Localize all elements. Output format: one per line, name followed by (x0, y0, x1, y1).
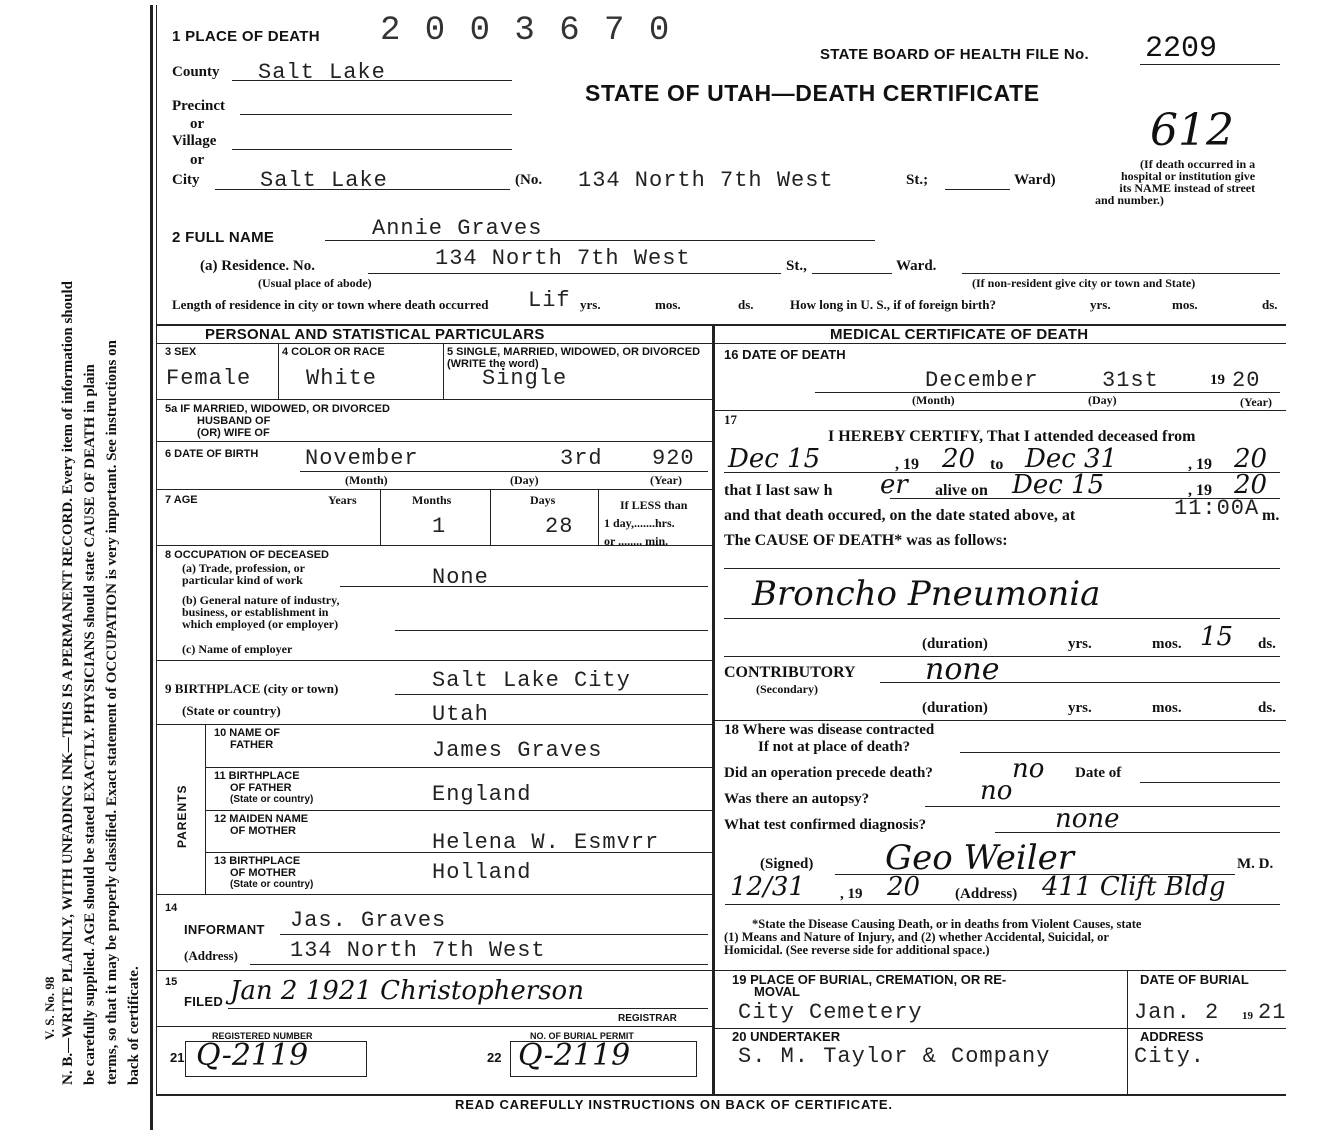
precinct-label: Precinct (172, 98, 226, 114)
death-date-label: 16 DATE OF DEATH (724, 347, 846, 362)
age-days-value: 28 (545, 514, 574, 539)
informant-address-value: 134 North 7th West (290, 938, 546, 963)
informant-number: 14 (165, 902, 178, 914)
us-mos-label: mos. (1172, 297, 1198, 312)
parents-divider (205, 724, 206, 894)
stamp-number: 2 0 0 3 6 7 0 (380, 12, 672, 50)
informant-label: INFORMANT (184, 922, 265, 937)
length-residence-value: Lif (528, 288, 571, 313)
last-saw-her: er (880, 470, 908, 500)
row-line-7 (156, 894, 712, 895)
doctor-address-label: (Address) (955, 886, 1018, 902)
contributory-yrs: yrs. (1068, 700, 1092, 716)
operation-value: no (1012, 754, 1045, 784)
attended-from: Dec 15 (728, 444, 821, 474)
age-div-2 (490, 489, 491, 545)
death-day: 31st (1102, 368, 1159, 393)
physician-signature: Geo Weiler (885, 838, 1074, 878)
signed-date: 12/31 (730, 872, 805, 902)
city-line (215, 189, 510, 190)
row-line-8 (156, 970, 712, 971)
registered-number-label: REGISTERED NUMBER (212, 1031, 313, 1041)
filed-line (228, 1008, 708, 1009)
attended-to-year: 20 (1234, 444, 1268, 474)
ward-label-top: Ward) (1014, 172, 1056, 188)
street-value: 134 North 7th West (578, 168, 834, 193)
cause-duration-yrs: yrs. (1068, 636, 1092, 652)
length-residence-label: Length of residence in city or town where death occurred (172, 297, 489, 312)
death-date-line (815, 392, 1280, 393)
death-year-caption: (Year) (1240, 395, 1272, 409)
or-label-2: or (190, 152, 205, 168)
contracted-label: 18 Where was disease contracted If not at place of death? (724, 722, 935, 755)
secondary-label: (Secondary) (756, 682, 818, 696)
attended-from-prefix: , 19 (895, 456, 919, 473)
alive-on-label: alive on (935, 482, 988, 499)
registrar-label: REGISTRAR (618, 1013, 677, 1024)
file-number-label: STATE BOARD OF HEALTH FILE No. (820, 46, 1089, 63)
burial-permit-prefix: 22 (487, 1050, 502, 1065)
age-months-label: Months (412, 493, 452, 507)
place-of-death-label: 1 PLACE OF DEATH (172, 28, 320, 45)
dob-month-caption: (Month) (345, 473, 388, 487)
row-line-2 (156, 441, 712, 442)
margin-instruction-4: back of certificate. (126, 966, 142, 1085)
footnote: *State the Disease Causing Death, or in deaths from Violent Causes, state (1) Means and Nature of Injury, and (2) whether Accidental, Suicidal, or Homicidal. (See reverse side for additional space.) (724, 917, 1142, 957)
occupation-b-label: (b) General nature of industry, business, or establishment in which employed (or employer) (182, 593, 340, 631)
medical-line-3 (712, 970, 1286, 971)
mother-name-value: Helena W. Esmvrr (432, 830, 660, 855)
attended-from-year: 20 (942, 444, 976, 474)
personal-section-title: PERSONAL AND STATISTICAL PARTICULARS (205, 326, 545, 343)
death-occurred-label: and that death occured, on the date stated above, at (724, 507, 1076, 524)
age-div-3 (598, 489, 599, 545)
parents-label: PARENTS (175, 784, 189, 848)
us-yrs-label: yrs. (1090, 297, 1111, 312)
attended-to: Dec 31 (1025, 444, 1118, 474)
full-name-value: Annie Graves (372, 216, 543, 241)
attended-to-label: to (990, 456, 1004, 473)
cause-duration-days: 15 (1200, 622, 1234, 652)
row-line-6 (156, 724, 712, 725)
occupation-b-line (395, 630, 708, 631)
race-label: 4 COLOR OR RACE (282, 346, 385, 358)
contributory-value: none (925, 652, 1000, 687)
residence-ward-line (962, 273, 1280, 274)
burial-divider (1127, 970, 1128, 1094)
vs-number: V. S. No. 98 (42, 976, 57, 1040)
mother-birthplace-label: 13 BIRTHPLACE OF MOTHER (State or country) (214, 855, 314, 890)
undertaker-label: 20 UNDERTAKER (732, 1029, 841, 1044)
hospital-note: (If death occurred in a hospital or institution give its NAME instead of street and number.) (1095, 157, 1256, 207)
parents-line-2 (205, 810, 712, 811)
document-title: STATE OF UTAH—DEATH CERTIFICATE (585, 80, 1040, 106)
full-name-line (325, 240, 875, 241)
filed-label: FILED (184, 994, 224, 1009)
undertaker-address-value: City. (1134, 1044, 1206, 1069)
occupation-line (340, 586, 708, 587)
usual-abode-label: (Usual place of abode) (258, 276, 372, 290)
burial-year: 21 (1258, 1000, 1287, 1025)
last-saw-year: 20 (1234, 470, 1268, 500)
length-ds-label: ds. (738, 297, 754, 312)
marital-label: 5 SINGLE, MARRIED, WIDOWED, OR DIVORCED (WRITE the word) (447, 346, 701, 370)
birthplace-state-label: (State or country) (182, 703, 281, 718)
street-st-label: St.; (906, 172, 929, 188)
file-number-line (1140, 64, 1280, 65)
age-div-1 (380, 489, 381, 545)
margin-instruction-3: terms, so that it may be properly classified. Exact statement of OCCUPATION is very important. See instructions on (104, 340, 120, 1085)
center-divider (712, 324, 715, 1094)
last-saw-label: that I last saw h (724, 482, 833, 499)
dob-day: 3rd (560, 446, 603, 471)
bottom-border (156, 1094, 1286, 1096)
margin-instruction-1: N. B.—WRITE PLAINLY, WITH UNFADING INK—THIS IS A PERMANENT RECORD. Every item of information should (60, 281, 76, 1085)
contributory-line (880, 682, 1280, 683)
test-line (995, 832, 1280, 833)
sex-value: Female (166, 366, 252, 391)
last-saw-date: Dec 15 (1012, 470, 1105, 500)
dob-year: 920 (652, 446, 695, 471)
county-line (232, 80, 512, 81)
nonresident-label: (If non-resident give city or town and State) (972, 276, 1196, 290)
village-line (232, 149, 512, 150)
us-residence-label: How long in U. S., if of foreign birth? (790, 297, 996, 312)
handwritten-note: 612 (1150, 105, 1234, 156)
test-label: What test confirmed diagnosis? (724, 817, 927, 833)
informant-value: Jas. Graves (290, 908, 447, 933)
birthplace-label: 9 BIRTHPLACE (city or town) (165, 681, 339, 696)
father-name-value: James Graves (432, 738, 603, 763)
dob-month: November (305, 446, 419, 471)
father-name-label: 10 NAME OF FATHER (214, 727, 281, 751)
age-days-label: Days (530, 493, 556, 507)
occupation-value: None (432, 565, 489, 590)
precinct-line (240, 114, 512, 115)
signed-label: (Signed) (760, 856, 814, 872)
street-no-label: (No. (515, 172, 543, 188)
signed-year: 20 (887, 872, 921, 902)
cause-label: The CAUSE OF DEATH* was as follows: (724, 532, 1008, 549)
medical-line-2 (712, 720, 1286, 721)
footer-instructions: READ CAREFULLY INSTRUCTIONS ON BACK OF CERTIFICATE. (455, 1097, 893, 1112)
test-value: none (1055, 804, 1120, 834)
undertaker-value: S. M. Taylor & Company (738, 1044, 1051, 1069)
occupation-a-label: (a) Trade, profession, or particular kind of work (182, 561, 305, 587)
less-than-day: If LESS than 1 day,.......hrs. or ........ min. (604, 498, 688, 548)
occupation-c-label: (c) Name of employer (182, 642, 293, 656)
md-label: M. D. (1237, 856, 1274, 872)
filed-number: 15 (165, 976, 178, 988)
residence-ward-label: Ward. (896, 258, 937, 274)
village-label: Village (172, 133, 217, 149)
length-yrs-label: yrs. (580, 297, 601, 312)
cause-line-2 (724, 618, 1280, 619)
county-value: Salt Lake (258, 60, 386, 85)
cause-duration-label: (duration) (922, 636, 988, 652)
death-time: 11:00A (1174, 496, 1260, 521)
sex-divider (278, 343, 279, 399)
left-border (150, 5, 153, 1130)
burial-date-value: Jan. 2 (1134, 1000, 1220, 1025)
autopsy-label: Was there an autopsy? (724, 791, 870, 807)
occupation-label: 8 OCCUPATION OF DECEASED (165, 549, 329, 561)
certify-text: I HEREBY CERTIFY, That I attended deceased from (828, 428, 1196, 445)
residence-label: (a) Residence. No. (200, 258, 315, 274)
city-label: City (172, 172, 200, 188)
certify-number: 17 (724, 412, 737, 427)
residence-line (368, 273, 781, 274)
operation-date-line (1140, 782, 1280, 783)
burial-permit-label: NO. OF BURIAL PERMIT (530, 1031, 634, 1041)
residence-value: 134 North 7th West (435, 246, 691, 271)
mother-birthplace-value: Holland (432, 860, 532, 885)
file-number-value: 2209 (1145, 32, 1218, 66)
doctor-address-line (725, 904, 1280, 905)
city-value: Salt Lake (260, 168, 388, 193)
death-time-m: m. (1262, 507, 1280, 524)
burial-year-prefix: 19 (1242, 1010, 1253, 1022)
age-months-value: 1 (432, 514, 447, 539)
row-line-1 (156, 399, 712, 400)
sex-label: 3 SEX (165, 346, 197, 358)
dob-year-caption: (Year) (650, 473, 682, 487)
mother-name-label: 12 MAIDEN NAME OF MOTHER (214, 813, 309, 837)
cause-value: Broncho Pneumonia (752, 574, 1101, 614)
left-border-inner (156, 5, 157, 1095)
ward-line-top (945, 189, 1010, 190)
doctor-address: 411 Clift Bldg (1042, 872, 1226, 902)
death-month-caption: (Month) (912, 393, 955, 407)
birthplace-state: Utah (432, 702, 489, 727)
or-label-1: or (190, 116, 205, 132)
registered-number-value: Q-2119 (196, 1038, 309, 1073)
attended-to-prefix: , 19 (1188, 456, 1212, 473)
informant-line (280, 934, 708, 935)
row-line-5 (156, 660, 712, 661)
undertaker-address-label: ADDRESS (1140, 1029, 1204, 1044)
cause-line-3 (724, 656, 1280, 657)
autopsy-value: no (980, 776, 1013, 806)
registered-number-prefix: 21 (170, 1050, 185, 1065)
cause-duration-mos: mos. (1152, 636, 1182, 652)
full-name-label: 2 FULL NAME (172, 229, 275, 246)
spouse-label: 5a IF MARRIED, WIDOWED, OR DIVORCED HUSBAND OF (OR) WIFE OF (165, 403, 390, 439)
contributory-label: CONTRIBUTORY (724, 664, 856, 681)
row-line-3 (156, 489, 712, 490)
filed-value: Jan 2 1921 Christopherson (230, 976, 584, 1006)
cause-line-1 (724, 568, 1280, 569)
burial-place-value: City Cemetery (738, 1000, 923, 1025)
birthplace-line (395, 694, 708, 695)
burial-place-label: 19 PLACE OF BURIAL, CREMATION, OR RE- MOVAL (732, 972, 1007, 999)
age-label: 7 AGE (165, 494, 198, 506)
row-line-9 (156, 1026, 712, 1027)
age-years-label: Years (328, 493, 357, 507)
burial-permit-value: Q-2119 (518, 1038, 631, 1073)
father-birthplace-value: England (432, 782, 532, 807)
death-day-caption: (Day) (1088, 393, 1117, 407)
parents-line-1 (205, 767, 712, 768)
contributory-duration-label: (duration) (922, 700, 988, 716)
race-value: White (306, 366, 378, 391)
medical-section-title: MEDICAL CERTIFICATE OF DEATH (830, 326, 1089, 343)
row-line-4 (156, 545, 712, 546)
county-label: County (172, 64, 220, 80)
race-divider (443, 343, 444, 399)
length-mos-label: mos. (655, 297, 681, 312)
operation-date-label: Date of (1075, 765, 1122, 781)
death-year: 20 (1232, 368, 1261, 393)
medical-line-1 (712, 410, 1286, 411)
personal-title-line (156, 343, 712, 344)
father-birthplace-label: 11 BIRTHPLACE OF FATHER (State or country) (214, 770, 314, 805)
us-ds-label: ds. (1262, 297, 1278, 312)
margin-instruction-2: be carefully supplied. AGE should be stated EXACTLY. PHYSICIANS should state CAUSE OF DEATH in plain (82, 364, 98, 1085)
birthplace-city: Salt Lake City (432, 668, 631, 693)
residence-st-label: St., (786, 258, 807, 274)
attended-line (724, 472, 1280, 473)
contracted-line (960, 752, 1280, 753)
marital-value: Single (482, 366, 568, 391)
dob-label: 6 DATE OF BIRTH (165, 448, 259, 460)
signed-year-prefix: , 19 (840, 886, 863, 902)
residence-st-line (812, 273, 892, 274)
contributory-mos: mos. (1152, 700, 1182, 716)
operation-label: Did an operation precede death? (724, 765, 933, 781)
cause-duration-ds: ds. (1258, 636, 1276, 652)
death-month: December (925, 368, 1039, 393)
death-year-prefix: 19 (1210, 372, 1225, 388)
burial-date-label: DATE OF BURIAL (1140, 972, 1249, 987)
informant-address-label: (Address) (184, 948, 238, 963)
last-saw-prefix: , 19 (1188, 482, 1212, 499)
medical-title-line (712, 343, 1286, 344)
contributory-ds: ds. (1258, 700, 1276, 716)
parents-line-3 (205, 852, 712, 853)
dob-day-caption: (Day) (510, 473, 539, 487)
informant-address-line (250, 964, 708, 965)
dob-line (300, 471, 708, 472)
